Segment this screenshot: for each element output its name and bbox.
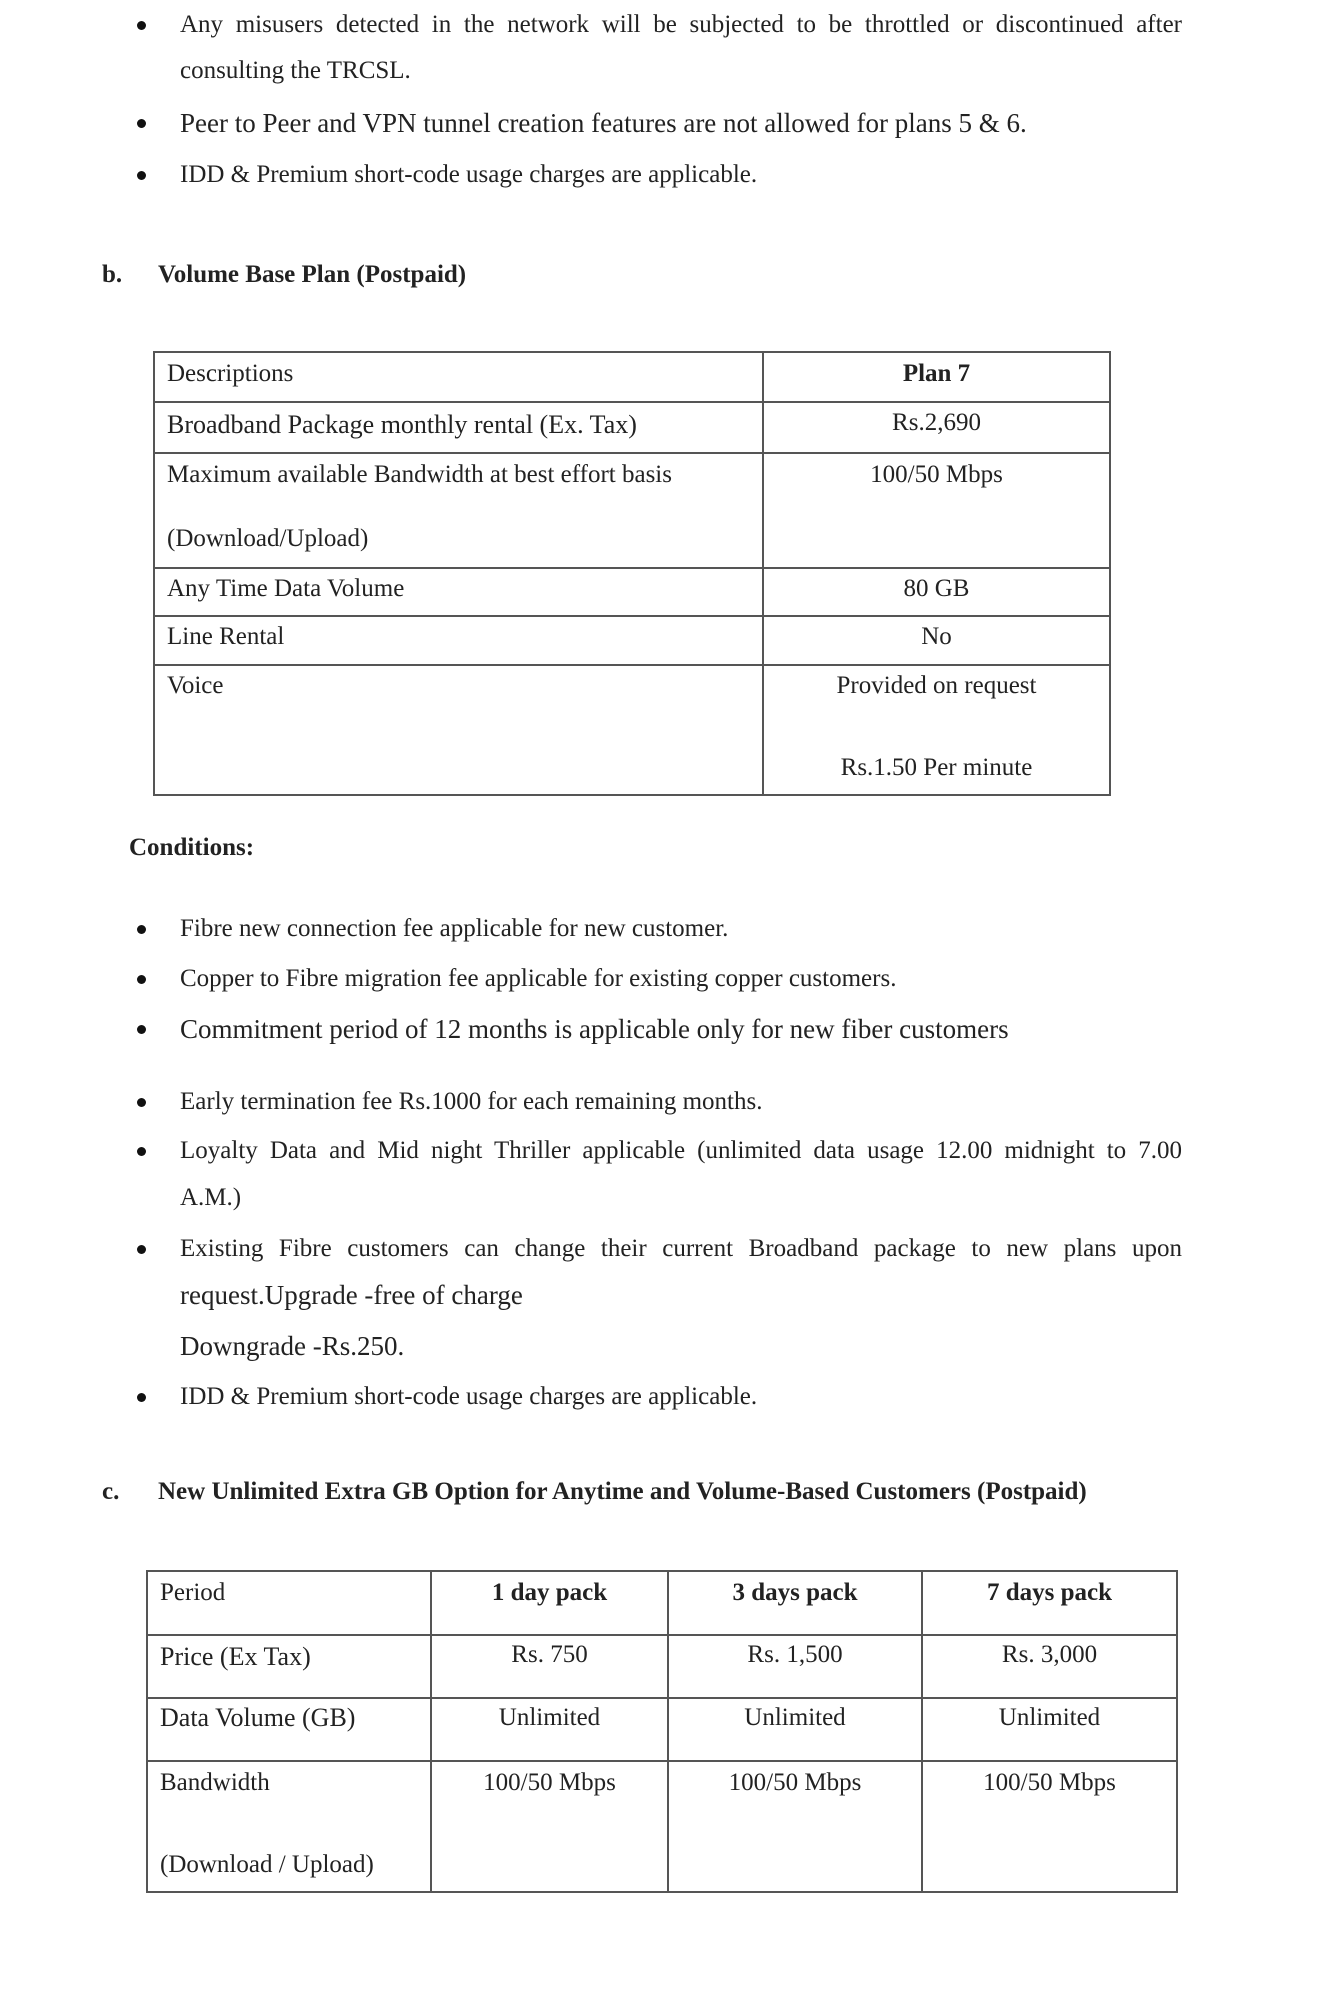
bullet-text: Early termination fee Rs.1000 for each remaining months. xyxy=(180,1088,763,1115)
section-marker: b. xyxy=(102,261,123,288)
bullet-icon xyxy=(137,119,146,128)
table-cell: Any Time Data Volume xyxy=(154,568,763,616)
table-cell: 100/50 Mbps xyxy=(763,453,1110,568)
table-header-cell: 1 day pack xyxy=(431,1571,668,1635)
bullet-text: Any misusers detected in the network will be subjected to be throttled or discontinued after xyxy=(180,11,1182,38)
table-row xyxy=(154,402,1110,453)
table-cell: 100/50 Mbps xyxy=(668,1761,922,1892)
bullet-icon xyxy=(137,1098,146,1107)
bullet-icon xyxy=(137,1245,146,1254)
section-marker: c. xyxy=(102,1478,120,1505)
table-header-row xyxy=(154,352,1110,402)
table-cell: Rs. 3,000 xyxy=(922,1635,1177,1698)
table-row xyxy=(154,453,1110,568)
table-cell: Unlimited xyxy=(668,1698,922,1761)
cell-line: (Download/Upload) xyxy=(167,525,369,552)
bullet-text: Peer to Peer and VPN tunnel creation features are not allowed for plans 5 & 6. xyxy=(180,108,1027,138)
cell-line: (Download / Upload) xyxy=(160,1851,374,1878)
bullet-icon xyxy=(137,1393,146,1402)
conditions-title: Conditions: xyxy=(129,834,255,861)
bullet-icon xyxy=(137,171,146,180)
table-cell: Price (Ex Tax) xyxy=(147,1635,431,1698)
table-row xyxy=(147,1635,1177,1698)
table-cell: Rs. 750 xyxy=(431,1635,668,1698)
bullet-text: Copper to Fibre migration fee applicable for existing copper customers. xyxy=(180,965,897,992)
table-cell: 80 GB xyxy=(763,568,1110,616)
bullet-text: Downgrade -Rs.250. xyxy=(180,1331,405,1361)
bullet-text: request.Upgrade -free of charge xyxy=(180,1280,523,1310)
bullet-text: A.M.) xyxy=(180,1184,242,1211)
bullet-text: Loyalty Data and Mid night Thriller applicable (unlimited data usage 12.00 midnight to 7.00 xyxy=(180,1137,1182,1164)
bullet-icon xyxy=(137,21,146,30)
table-cell: No xyxy=(763,616,1110,665)
table-cell: Line Rental xyxy=(154,616,763,665)
bullet-text: consulting the TRCSL. xyxy=(180,57,411,84)
bullet-icon xyxy=(137,925,146,934)
bullet-text: IDD & Premium short-code usage charges are applicable. xyxy=(180,1383,758,1410)
table-header-cell: Period xyxy=(147,1571,431,1635)
table-cell: Unlimited xyxy=(431,1698,668,1761)
table-header-cell: Descriptions xyxy=(154,352,763,402)
cell-line: Provided on request xyxy=(836,672,1037,699)
cell-line: Bandwidth xyxy=(160,1769,270,1796)
bullet-text: IDD & Premium short-code usage charges are applicable. xyxy=(180,161,758,188)
plan-table xyxy=(153,351,1111,796)
table-cell xyxy=(154,453,763,568)
bullet-icon xyxy=(137,1147,146,1156)
section-title: New Unlimited Extra GB Option for Anytime and Volume-Based Customers (Postpaid) xyxy=(158,1478,1087,1505)
cell-line: Rs.1.50 Per minute xyxy=(840,754,1033,781)
table-cell: 100/50 Mbps xyxy=(431,1761,668,1892)
table-cell: Rs.2,690 xyxy=(763,402,1110,453)
table-header-cell: 7 days pack xyxy=(922,1571,1177,1635)
table-row xyxy=(154,568,1110,616)
table-cell: 100/50 Mbps xyxy=(922,1761,1177,1892)
cell-line: Maximum available Bandwidth at best effort basis xyxy=(167,461,672,488)
table-cell: Rs. 1,500 xyxy=(668,1635,922,1698)
bullet-text: Existing Fibre customers can change their current Broadband package to new plans upon xyxy=(180,1235,1182,1262)
bullet-icon xyxy=(137,975,146,984)
section-title: Volume Base Plan (Postpaid) xyxy=(158,261,467,288)
table-cell: Broadband Package monthly rental (Ex. Tax) xyxy=(154,402,763,453)
pack-table xyxy=(146,1570,1178,1893)
table-header-cell: 3 days pack xyxy=(668,1571,922,1635)
bullet-text: Fibre new connection fee applicable for new customer. xyxy=(180,915,729,942)
table-cell: Unlimited xyxy=(922,1698,1177,1761)
table-cell xyxy=(763,665,1110,795)
table-cell: Voice xyxy=(154,665,763,795)
table-header-cell: Plan 7 xyxy=(763,352,1110,402)
table-header-row xyxy=(147,1571,1177,1635)
table-row xyxy=(147,1761,1177,1892)
table-cell: Data Volume (GB) xyxy=(147,1698,431,1761)
table-row xyxy=(147,1698,1177,1761)
bullet-text: Commitment period of 12 months is applicable only for new fiber customers xyxy=(180,1014,1009,1044)
table-row xyxy=(154,616,1110,665)
table-row xyxy=(154,665,1110,795)
bullet-icon xyxy=(137,1025,146,1034)
table-cell xyxy=(147,1761,431,1892)
